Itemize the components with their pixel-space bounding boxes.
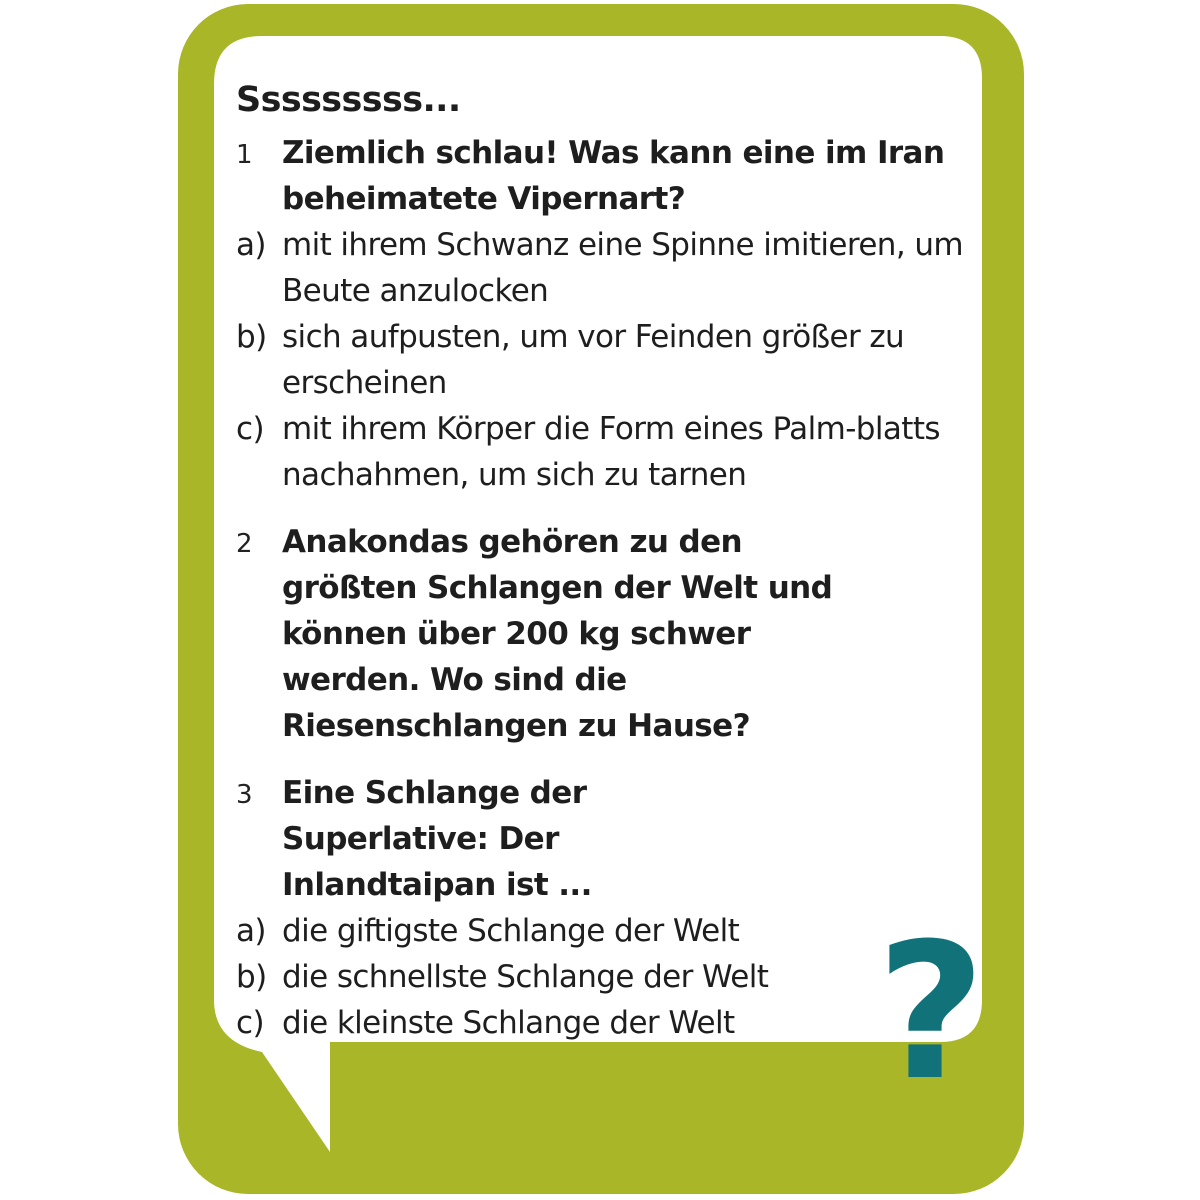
option-text: die schnellste Schlange der Welt: [282, 959, 769, 995]
question-number: 2: [236, 529, 252, 559]
answer-option: [236, 908, 966, 954]
option-text: die giftigste Schlange der Welt: [282, 913, 740, 949]
answer-option: [236, 406, 966, 498]
option-letter: b): [236, 959, 267, 995]
question-1: [236, 130, 966, 498]
question-row: [236, 519, 966, 749]
option-letter: c): [236, 411, 264, 447]
answer-option: [236, 954, 966, 1000]
option-letter: b): [236, 319, 267, 355]
question-mark-icon: ?: [876, 903, 986, 1122]
answer-option: [236, 222, 966, 314]
question-number: 1: [236, 140, 252, 170]
question-row: [236, 770, 966, 908]
question-2: [236, 519, 966, 749]
option-letter: a): [236, 227, 266, 263]
question-3: [236, 770, 966, 1046]
option-text: mit ihrem Schwanz eine Spinne imitieren, um Beute anzulocken: [282, 227, 964, 309]
question-text: Ziemlich schlau! Was kann eine im Iran beheimatete Vipernart?: [282, 135, 945, 217]
answer-option: [236, 1000, 966, 1046]
option-letter: a): [236, 913, 266, 949]
card-title: Sssssssss...: [236, 80, 461, 120]
question-row: [236, 130, 966, 222]
question-number: 3: [236, 780, 252, 810]
question-text: Eine Schlange der Superlative: Der Inlandtaipan ist ...: [282, 775, 592, 903]
spacer: [236, 749, 966, 770]
question-text: Anakondas gehören zu den größten Schlangen der Welt und können über 200 kg schwer werden. Wo sind die Riesenschlangen zu Hause?: [282, 524, 833, 744]
option-text: die kleinste Schlange der Welt: [282, 1005, 735, 1041]
option-text: mit ihrem Körper die Form eines Palm-blatts nachahmen, um sich zu tarnen: [282, 411, 940, 493]
spacer: [236, 498, 966, 519]
option-letter: c): [236, 1005, 264, 1041]
card-content: [236, 72, 966, 1046]
answer-option: [236, 314, 966, 406]
option-text: sich aufpusten, um vor Feinden größer zu erscheinen: [282, 319, 905, 401]
